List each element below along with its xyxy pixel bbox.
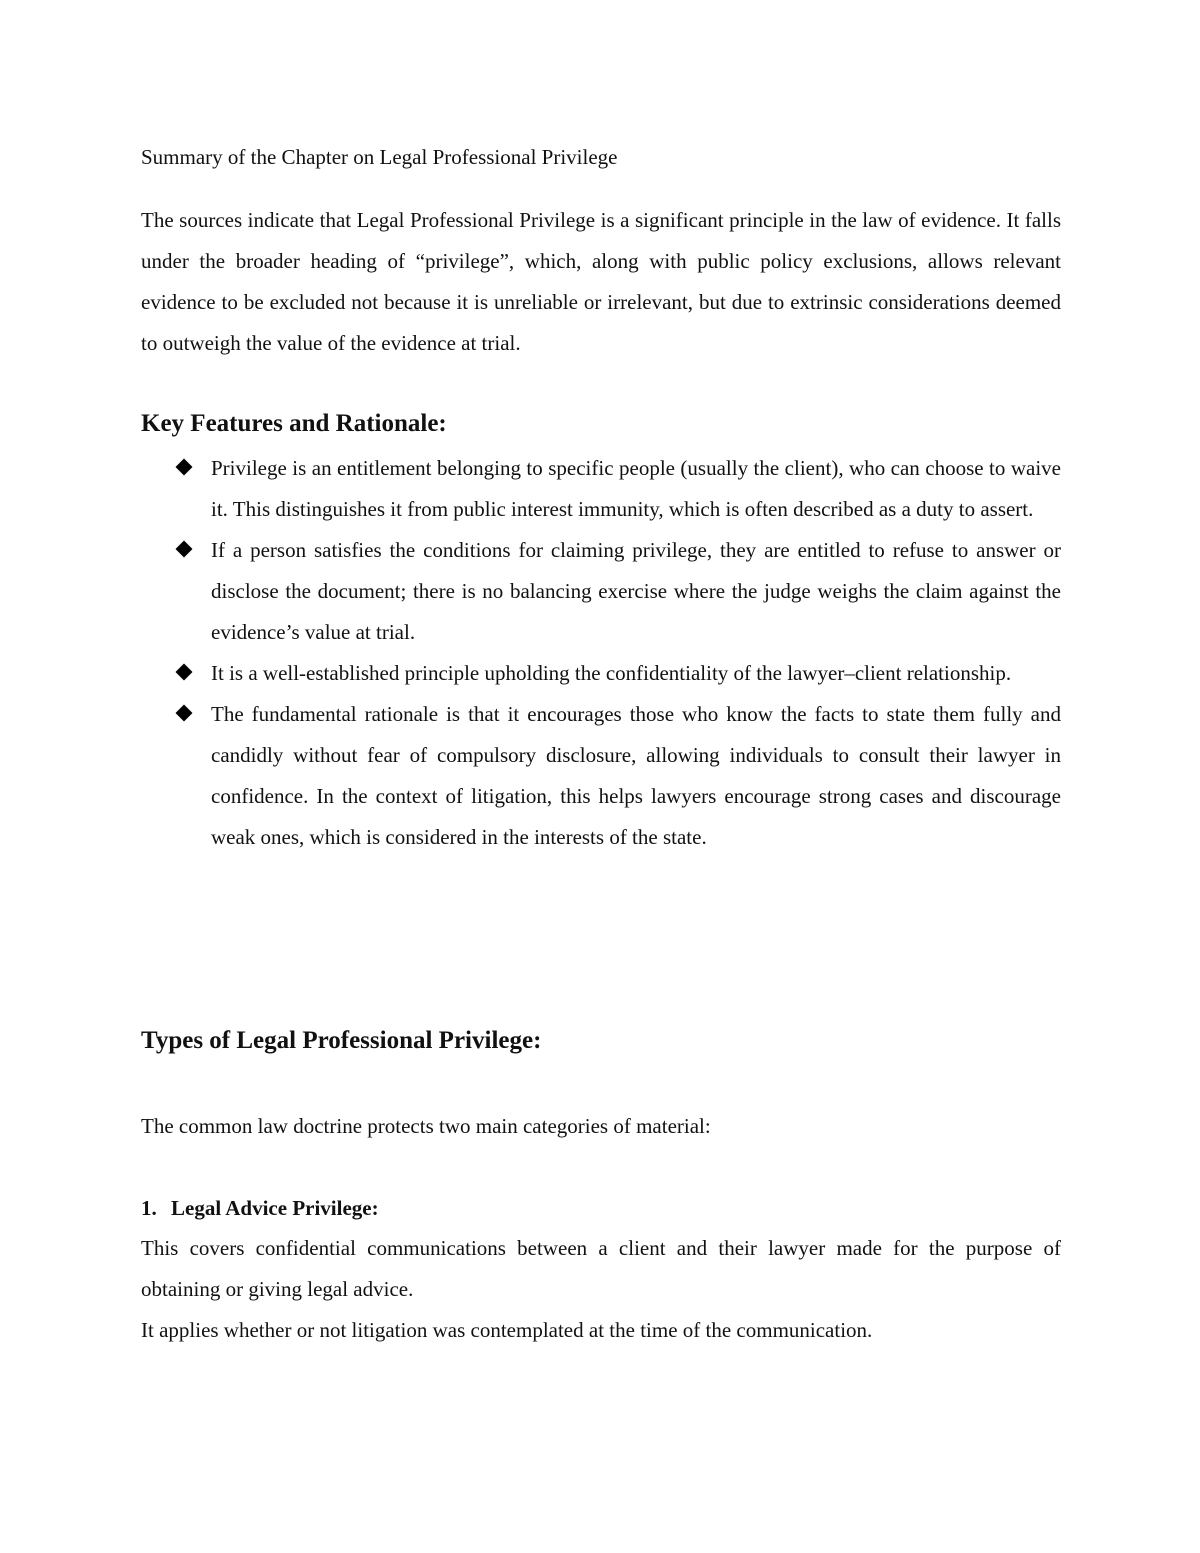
section-number: 1. <box>141 1196 157 1220</box>
types-intro-paragraph: The common law doctrine protects two main categories of material: <box>141 1114 711 1138</box>
list-item-text: Privilege is an entitlement belonging to specific people (usually the client), who can choose to waive it. This distinguishes it from public interest immunity, which is often described as a duty to assert. <box>211 456 1061 521</box>
list-item <box>141 448 1061 530</box>
intro-paragraph: The sources indicate that Legal Professional Privilege is a significant principle in the law of evidence. It falls under the broader heading of “privilege”, which, along with public policy exclusions, allows relevant evidence to be excluded not because it is unreliable or irrelevant, but due to extrinsic considerations deemed to outweigh the value of the evidence at trial. <box>141 208 1061 355</box>
key-features-list <box>141 448 1061 858</box>
diamond-bullet-icon <box>176 664 193 681</box>
list-item-text: If a person satisfies the conditions for claiming privilege, they are entitled to refuse to answer or disclose the document; there is no balancing exercise where the judge weighs the claim against the evidence’s value at trial. <box>211 538 1061 644</box>
list-item <box>141 694 1061 858</box>
legal-advice-heading-text: Legal Advice Privilege: <box>171 1196 379 1220</box>
list-item-text: It is a well-established principle upholding the confidentiality of the lawyer–client relationship. <box>211 661 1012 685</box>
diamond-bullet-icon <box>176 459 193 476</box>
list-item <box>141 653 1061 694</box>
list-item-text: The fundamental rationale is that it encourages those who know the facts to state them fully and candidly without fear of compulsory disclosure, allowing individuals to consult their lawyer in confidence. In the context of litigation, this helps lawyers encourage strong cases and discourage weak ones, which is considered in the interests of the state. <box>211 702 1061 849</box>
list-item <box>141 530 1061 653</box>
diamond-bullet-icon <box>176 541 193 558</box>
legal-advice-paragraph-2: It applies whether or not litigation was contemplated at the time of the communication. <box>141 1318 873 1342</box>
diamond-bullet-icon <box>176 705 193 722</box>
legal-advice-heading <box>141 1194 379 1222</box>
types-heading: Types of Legal Professional Privilege: <box>141 1027 542 1054</box>
legal-advice-paragraph: This covers confidential communications between a client and their lawyer made for the purpose of obtaining or giving legal advice. <box>141 1236 1061 1301</box>
key-features-heading: Key Features and Rationale: <box>141 410 447 437</box>
document-title: Summary of the Chapter on Legal Professional Privilege <box>141 145 618 169</box>
